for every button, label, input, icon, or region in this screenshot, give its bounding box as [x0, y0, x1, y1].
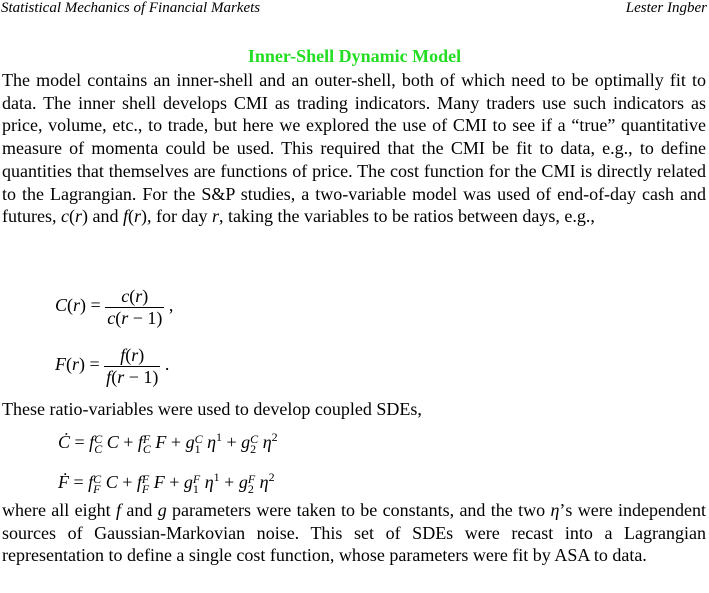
math-c-of-r: c [60, 206, 69, 227]
paragraph-conclusion-and: and [126, 500, 153, 520]
paragraph-conclusion [2, 499, 706, 567]
running-header [0, 0, 709, 20]
paragraph-intro-text: The model contains an inner-shell and an outer-shell, both of which need to be optimally fit to data. The inner shell develops CMI as trading indicators. Many traders use such indicators as price, volume, etc., to trade, but here we explored the use of CMI to see if a “true” quantitative measure of momenta could be used. This required that the CMI be fit to data, e.g., to define quantities that themselves are functions of price. The cost function for the CMI is directly related to the Lagrangian. For the S&P studies, a two-variable model was used of end-of-day cash and futures, [2, 70, 706, 227]
header-author: Lester Ingber [625, 0, 707, 16]
paragraph-sde-intro: These ratio-variables were used to develop coupled SDEs, [2, 399, 422, 419]
paragraph-conclusion-c: ’s were independent sources of Gaussian-Markovian noise. This set of SDEs were recast into a Lagrangian representation to define a single cost function, whose parameters were fit by ASA to data. [2, 500, 707, 566]
math-r: r [212, 206, 220, 227]
equation-sde-C: Ċ = f C C C + f F C F + g C 1 $\eta^1 + g$ C 2 $\eta^2$ [58, 430, 278, 456]
equation-F-ratio: F(r) = $\frac{f(r)}{f(r - 1)}$ . [55, 345, 170, 387]
equation-sde-F: Ḟ = f C F C + f F F F + g F 1 $\eta^1 + g$ F 2 $\eta^2$ [58, 470, 275, 496]
paragraph-intro: The model contains an inner-shell and an outer-shell, both of which need to be optimally fit to data. The inner shell develops CMI as trading indicators. Many traders use such indicators as price, volume, etc., to trade, but here we explored the use of CMI to see if a “true” quantitative measure of momenta could be used. This required that the CMI be fit to data, e.g., to define quantities that themselves are functions of price. The cost function for the CMI is directly related to the Lagrangian. For the S&P studies, a two-variable model was used of end-of-day cash and futures, c(r) and f(r), for day r, taking the variables to be ratios between days, e.g., [2, 70, 706, 227]
section-title: Inner-Shell Dynamic Model [247, 46, 462, 66]
math-f-of-r: f [122, 206, 128, 227]
paragraph-intro-tail: for day [156, 206, 208, 227]
math-f: f [115, 500, 121, 520]
paragraph-conclusion-b: parameters were taken to be constants, and the two [172, 500, 546, 520]
paragraph-conclusion-a: where all eight [2, 500, 111, 520]
math-g: g [157, 500, 167, 520]
paragraph-intro-end: , taking the variables to be ratios between days, e.g., [219, 206, 595, 227]
math-eta: η [550, 500, 560, 520]
header-title: Statistical Mechanics of Financial Markets [1, 0, 261, 16]
equation-C-ratio: C(r) = $\frac{c(r)}{c(r - 1)}$ , [55, 286, 174, 328]
